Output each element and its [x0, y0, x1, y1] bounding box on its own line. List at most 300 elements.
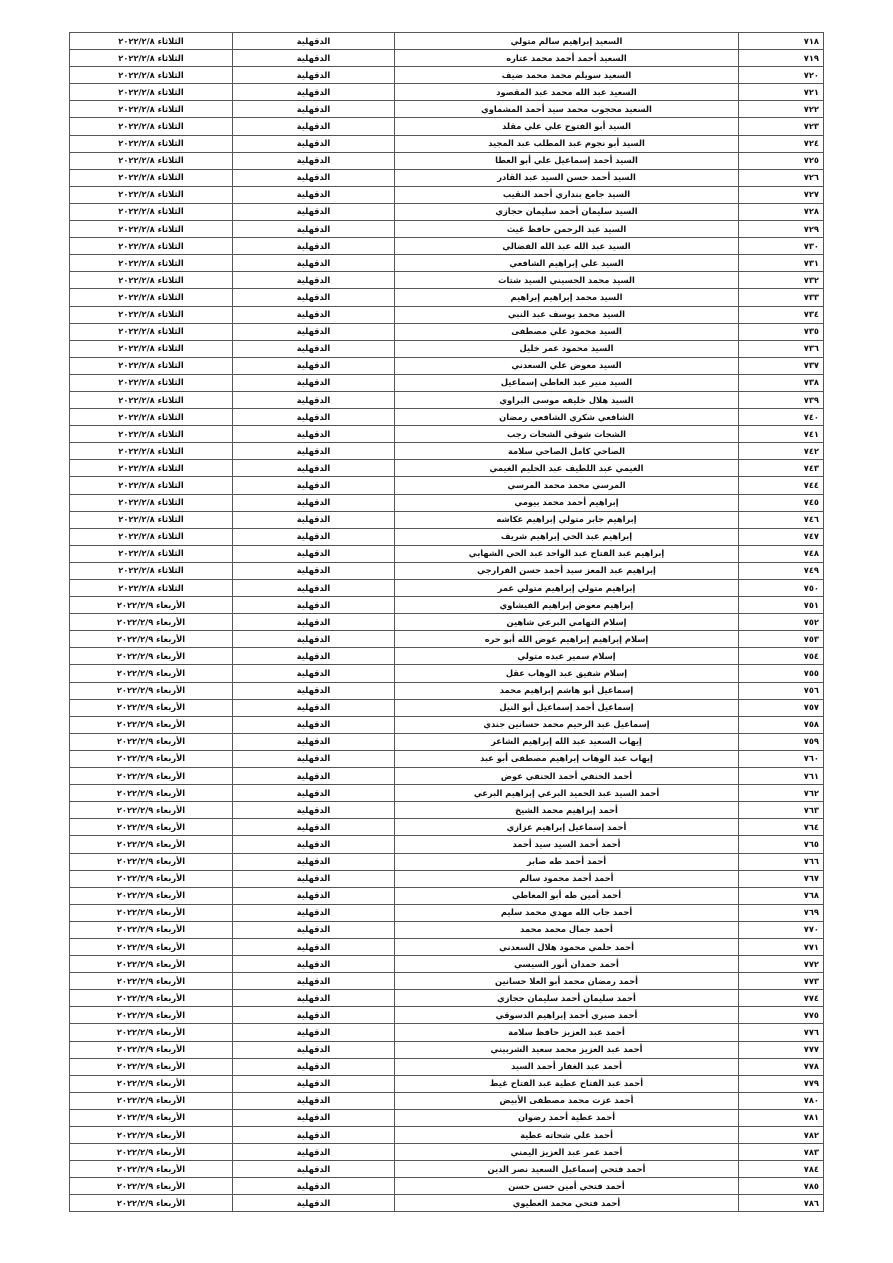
row-number: ٧٦٦ [739, 853, 824, 870]
governorate: الدقهلية [233, 990, 395, 1007]
table-row [70, 340, 824, 357]
appointment-date: الأربعاء ٢٠٢٢/٢/٩ [70, 648, 233, 665]
appointment-date: الثلاثاء ٢٠٢٢/٢/٨ [70, 340, 233, 357]
table-row [70, 819, 824, 836]
person-name: الشافعي شكري الشافعي رمضان [395, 409, 739, 426]
person-name: الصاحي كامل الصاحي سلامة [395, 443, 739, 460]
governorate: الدقهلية [233, 768, 395, 785]
row-number: ٧٣٠ [739, 238, 824, 255]
table-row [70, 528, 824, 545]
row-number: ٧٨١ [739, 1109, 824, 1126]
table-row [70, 973, 824, 990]
table-row [70, 67, 824, 84]
person-name: أحمد عمر عبد العزيز اليمني [395, 1144, 739, 1161]
governorate: الدقهلية [233, 374, 395, 391]
appointment-date: الأربعاء ٢٠٢٢/٢/٩ [70, 1058, 233, 1075]
row-number: ٧٤٩ [739, 562, 824, 579]
table-row [70, 631, 824, 648]
row-number: ٧٥٤ [739, 648, 824, 665]
row-number: ٧٢٣ [739, 118, 824, 135]
row-number: ٧٦٢ [739, 785, 824, 802]
person-name: أحمد أحمد طه صابر [395, 853, 739, 870]
table-row [70, 785, 824, 802]
governorate: الدقهلية [233, 750, 395, 767]
governorate: الدقهلية [233, 186, 395, 203]
governorate: الدقهلية [233, 597, 395, 614]
table-row [70, 84, 824, 101]
row-number: ٧٣١ [739, 255, 824, 272]
person-name: أحمد إسماعيل إبراهيم عزازي [395, 819, 739, 836]
row-number: ٧٧٠ [739, 921, 824, 938]
row-number: ٧٥٨ [739, 716, 824, 733]
governorate: الدقهلية [233, 340, 395, 357]
appointment-date: الأربعاء ٢٠٢٢/٢/٩ [70, 853, 233, 870]
governorate: الدقهلية [233, 580, 395, 597]
governorate: الدقهلية [233, 956, 395, 973]
person-name: الشحات شوقي الشحات رجب [395, 426, 739, 443]
person-name: أحمد عبد العزيز حافظ سلامة [395, 1024, 739, 1041]
row-number: ٧٣٢ [739, 272, 824, 289]
governorate: الدقهلية [233, 648, 395, 665]
appointment-date: الأربعاء ٢٠٢٢/٢/٩ [70, 768, 233, 785]
governorate: الدقهلية [233, 1178, 395, 1195]
row-number: ٧٢٠ [739, 67, 824, 84]
appointment-date: الثلاثاء ٢٠٢٢/٢/٨ [70, 203, 233, 220]
person-name: إسماعيل عبد الرحيم محمد حسانين جندي [395, 716, 739, 733]
appointment-date: الأربعاء ٢٠٢٢/٢/٩ [70, 733, 233, 750]
appointment-date: الأربعاء ٢٠٢٢/٢/٩ [70, 699, 233, 716]
appointment-date: الثلاثاء ٢٠٢٢/٢/٨ [70, 494, 233, 511]
appointment-date: الأربعاء ٢٠٢٢/٢/٩ [70, 1127, 233, 1144]
table-row [70, 802, 824, 819]
person-name: السعيد عبد الله محمد عبد المقصود [395, 84, 739, 101]
table-row [70, 1161, 824, 1178]
row-number: ٧٨٤ [739, 1161, 824, 1178]
person-name: السيد جامع بنداري أحمد النقيب [395, 186, 739, 203]
appointment-date: الثلاثاء ٢٠٢٢/٢/٨ [70, 289, 233, 306]
table-row [70, 1041, 824, 1058]
appointment-date: الأربعاء ٢٠٢٢/٢/٩ [70, 1178, 233, 1195]
table-row [70, 443, 824, 460]
person-name: السيد علي إبراهيم الشافعي [395, 255, 739, 272]
table-row [70, 1127, 824, 1144]
table-row [70, 426, 824, 443]
table-row [70, 1178, 824, 1195]
table-row [70, 460, 824, 477]
person-name: إبراهيم معوض إبراهيم الفيشاوي [395, 597, 739, 614]
row-number: ٧٧١ [739, 938, 824, 955]
table-row [70, 597, 824, 614]
table-row [70, 1007, 824, 1024]
governorate: الدقهلية [233, 938, 395, 955]
governorate: الدقهلية [233, 545, 395, 562]
table-row [70, 118, 824, 135]
appointment-date: الثلاثاء ٢٠٢٢/٢/٨ [70, 545, 233, 562]
appointment-date: الثلاثاء ٢٠٢٢/٢/٨ [70, 391, 233, 408]
appointment-date: الثلاثاء ٢٠٢٢/٢/٨ [70, 272, 233, 289]
appointment-date: الأربعاء ٢٠٢٢/٢/٩ [70, 1195, 233, 1212]
person-name: السيد أحمد حسن السيد عبد القادر [395, 169, 739, 186]
row-number: ٧٤٧ [739, 528, 824, 545]
row-number: ٧٦٥ [739, 836, 824, 853]
governorate: الدقهلية [233, 819, 395, 836]
person-name: أحمد عبد الغفار أحمد السيد [395, 1058, 739, 1075]
table-row [70, 699, 824, 716]
appointment-date: الثلاثاء ٢٠٢٢/٢/٨ [70, 50, 233, 67]
table-row [70, 733, 824, 750]
appointment-date: الثلاثاء ٢٠٢٢/٢/٨ [70, 152, 233, 169]
appointment-date: الثلاثاء ٢٠٢٢/٢/٨ [70, 306, 233, 323]
row-number: ٧٣٨ [739, 374, 824, 391]
row-number: ٧٧٤ [739, 990, 824, 1007]
appointment-date: الأربعاء ٢٠٢٢/٢/٩ [70, 956, 233, 973]
governorate: الدقهلية [233, 699, 395, 716]
governorate: الدقهلية [233, 306, 395, 323]
governorate: الدقهلية [233, 152, 395, 169]
row-number: ٧٢٢ [739, 101, 824, 118]
appointment-date: الأربعاء ٢٠٢٢/٢/٩ [70, 938, 233, 955]
row-number: ٧١٩ [739, 50, 824, 67]
person-name: إبراهيم عبد الفتاح عبد الواحد عبد الحي الشهابي [395, 545, 739, 562]
table-row [70, 152, 824, 169]
governorate: الدقهلية [233, 118, 395, 135]
table-row [70, 272, 824, 289]
person-name: السيد محمود علي مصطفى [395, 323, 739, 340]
governorate: الدقهلية [233, 1024, 395, 1041]
appointment-date: الأربعاء ٢٠٢٢/٢/٩ [70, 819, 233, 836]
appointment-date: الثلاثاء ٢٠٢٢/٢/٨ [70, 33, 233, 50]
governorate: الدقهلية [233, 391, 395, 408]
appointment-date: الأربعاء ٢٠٢٢/٢/٩ [70, 1109, 233, 1126]
person-name: أحمد فتحي محمد العطيوي [395, 1195, 739, 1212]
table-row [70, 511, 824, 528]
governorate: الدقهلية [233, 255, 395, 272]
row-number: ٧٦٩ [739, 904, 824, 921]
table-row [70, 203, 824, 220]
row-number: ٧٢٥ [739, 152, 824, 169]
person-name: أحمد فتحي إسماعيل السعيد نصر الدين [395, 1161, 739, 1178]
person-name: إسلام سمير عبده متولي [395, 648, 739, 665]
person-name: السيد معوض علي السعدني [395, 357, 739, 374]
governorate: الدقهلية [233, 289, 395, 306]
governorate: الدقهلية [233, 870, 395, 887]
governorate: الدقهلية [233, 614, 395, 631]
governorate: الدقهلية [233, 785, 395, 802]
appointment-date: الأربعاء ٢٠٢٢/٢/٩ [70, 614, 233, 631]
governorate: الدقهلية [233, 426, 395, 443]
table-row [70, 580, 824, 597]
person-name: أحمد حلمي محمود هلال السعدني [395, 938, 739, 955]
table-row [70, 648, 824, 665]
appointment-date: الثلاثاء ٢٠٢٢/٢/٨ [70, 238, 233, 255]
row-number: ٧٤١ [739, 426, 824, 443]
governorate: الدقهلية [233, 135, 395, 152]
table-row [70, 289, 824, 306]
appointment-date: الأربعاء ٢٠٢٢/٢/٩ [70, 921, 233, 938]
appointment-date: الثلاثاء ٢٠٢٢/٢/٨ [70, 443, 233, 460]
appointment-date: الأربعاء ٢٠٢٢/٢/٩ [70, 1075, 233, 1092]
governorate: الدقهلية [233, 682, 395, 699]
appointment-date: الثلاثاء ٢٠٢٢/٢/٨ [70, 323, 233, 340]
governorate: الدقهلية [233, 511, 395, 528]
governorate: الدقهلية [233, 1041, 395, 1058]
appointment-date: الأربعاء ٢٠٢٢/٢/٩ [70, 597, 233, 614]
row-number: ٧٦٨ [739, 887, 824, 904]
person-name: السيد أبو الفتوح علي علي مقلد [395, 118, 739, 135]
governorate: الدقهلية [233, 733, 395, 750]
person-name: إسلام إبراهيم إبراهيم عوض الله أبو حره [395, 631, 739, 648]
table-row [70, 306, 824, 323]
person-name: أحمد حمدان أنور السيسي [395, 956, 739, 973]
person-name: أحمد أحمد السيد سيد أحمد [395, 836, 739, 853]
person-name: السيد هلال خليفه موسى البراوي [395, 391, 739, 408]
row-number: ٧٥٥ [739, 665, 824, 682]
names-table [69, 32, 824, 1212]
appointment-date: الثلاثاء ٢٠٢٢/٢/٨ [70, 460, 233, 477]
governorate: الدقهلية [233, 67, 395, 84]
governorate: الدقهلية [233, 1144, 395, 1161]
row-number: ٧٣٦ [739, 340, 824, 357]
person-name: أحمد رمضان محمد أبو العلا حسانين [395, 973, 739, 990]
appointment-date: الأربعاء ٢٠٢٢/٢/٩ [70, 973, 233, 990]
row-number: ٧٣٧ [739, 357, 824, 374]
governorate: الدقهلية [233, 1092, 395, 1109]
row-number: ٧٨٣ [739, 1144, 824, 1161]
person-name: أحمد صبري أحمد إبراهيم الدسوقي [395, 1007, 739, 1024]
table-row [70, 1195, 824, 1212]
governorate: الدقهلية [233, 528, 395, 545]
person-name: السيد محمد يوسف عبد النبي [395, 306, 739, 323]
table-row [70, 614, 824, 631]
person-name: إبراهيم أحمد محمد بيومي [395, 494, 739, 511]
person-name: إبراهيم جابر متولي إبراهيم عكاشه [395, 511, 739, 528]
appointment-date: الثلاثاء ٢٠٢٢/٢/٨ [70, 101, 233, 118]
person-name: أحمد جمال محمد محمد [395, 921, 739, 938]
appointment-date: الثلاثاء ٢٠٢٢/٢/٨ [70, 511, 233, 528]
person-name: أحمد أحمد محمود سالم [395, 870, 739, 887]
table-row [70, 101, 824, 118]
table-row [70, 716, 824, 733]
table-row [70, 494, 824, 511]
row-number: ٧٢٨ [739, 203, 824, 220]
governorate: الدقهلية [233, 101, 395, 118]
governorate: الدقهلية [233, 631, 395, 648]
governorate: الدقهلية [233, 84, 395, 101]
appointment-date: الأربعاء ٢٠٢٢/٢/٩ [70, 1007, 233, 1024]
person-name: إسماعيل أحمد إسماعيل أبو النيل [395, 699, 739, 716]
table-row [70, 887, 824, 904]
appointment-date: الثلاثاء ٢٠٢٢/٢/٨ [70, 135, 233, 152]
governorate: الدقهلية [233, 460, 395, 477]
row-number: ٧٥٣ [739, 631, 824, 648]
person-name: إسلام شفيق عبد الوهاب عقل [395, 665, 739, 682]
table-row [70, 374, 824, 391]
appointment-date: الأربعاء ٢٠٢٢/٢/٩ [70, 1144, 233, 1161]
governorate: الدقهلية [233, 904, 395, 921]
person-name: السيد سليمان أحمد سليمان حجازي [395, 203, 739, 220]
governorate: الدقهلية [233, 477, 395, 494]
appointment-date: الأربعاء ٢٠٢٢/٢/٩ [70, 665, 233, 682]
row-number: ٧٧٢ [739, 956, 824, 973]
person-name: السيد أحمد إسماعيل علي أبو العطا [395, 152, 739, 169]
person-name: المرسي محمد محمد المرسي [395, 477, 739, 494]
row-number: ٧١٨ [739, 33, 824, 50]
person-name: أحمد إبراهيم محمد الشيخ [395, 802, 739, 819]
appointment-date: الثلاثاء ٢٠٢٢/٢/٨ [70, 580, 233, 597]
row-number: ٧٨٢ [739, 1127, 824, 1144]
appointment-date: الأربعاء ٢٠٢٢/٢/٩ [70, 1041, 233, 1058]
table-row [70, 238, 824, 255]
appointment-date: الثلاثاء ٢٠٢٢/٢/٨ [70, 84, 233, 101]
person-name: السعيد أحمد أحمد محمد عتاره [395, 50, 739, 67]
row-number: ٧٨٦ [739, 1195, 824, 1212]
governorate: الدقهلية [233, 836, 395, 853]
appointment-date: الأربعاء ٢٠٢٢/٢/٩ [70, 682, 233, 699]
row-number: ٧٢١ [739, 84, 824, 101]
person-name: أحمد عبد الفتاح عطية عبد الفتاح غيط [395, 1075, 739, 1092]
person-name: الغيمي عبد اللطيف عبد الحليم الغيمي [395, 460, 739, 477]
appointment-date: الأربعاء ٢٠٢٢/٢/٩ [70, 990, 233, 1007]
appointment-date: الأربعاء ٢٠٢٢/٢/٩ [70, 1092, 233, 1109]
governorate: الدقهلية [233, 323, 395, 340]
row-number: ٧٦٤ [739, 819, 824, 836]
row-number: ٧٧٩ [739, 1075, 824, 1092]
appointment-date: الأربعاء ٢٠٢٢/٢/٩ [70, 1024, 233, 1041]
person-name: أحمد سليمان أحمد سليمان حجازي [395, 990, 739, 1007]
appointment-date: الأربعاء ٢٠٢٢/٢/٩ [70, 716, 233, 733]
governorate: الدقهلية [233, 853, 395, 870]
row-number: ٧٥٢ [739, 614, 824, 631]
row-number: ٧٤٢ [739, 443, 824, 460]
row-number: ٧٧٧ [739, 1041, 824, 1058]
governorate: الدقهلية [233, 716, 395, 733]
table-row [70, 870, 824, 887]
person-name: السعيد إبراهيم سالم متولي [395, 33, 739, 50]
appointment-date: الثلاثاء ٢٠٢٢/٢/٨ [70, 409, 233, 426]
row-number: ٧٢٤ [739, 135, 824, 152]
row-number: ٧٤٦ [739, 511, 824, 528]
names-table-body [70, 33, 824, 1212]
appointment-date: الثلاثاء ٢٠٢٢/٢/٨ [70, 528, 233, 545]
table-row [70, 255, 824, 272]
row-number: ٧٣٤ [739, 306, 824, 323]
person-name: السيد محمد الحسيني السيد شتات [395, 272, 739, 289]
row-number: ٧٤٥ [739, 494, 824, 511]
table-row [70, 391, 824, 408]
table-row [70, 836, 824, 853]
governorate: الدقهلية [233, 169, 395, 186]
table-row [70, 1144, 824, 1161]
appointment-date: الأربعاء ٢٠٢٢/٢/٩ [70, 1161, 233, 1178]
row-number: ٧٦٠ [739, 750, 824, 767]
appointment-date: الثلاثاء ٢٠٢٢/٢/٨ [70, 255, 233, 272]
appointment-date: الأربعاء ٢٠٢٢/٢/٩ [70, 785, 233, 802]
appointment-date: الأربعاء ٢٠٢٢/٢/٩ [70, 802, 233, 819]
appointment-date: الثلاثاء ٢٠٢٢/٢/٨ [70, 426, 233, 443]
appointment-date: الأربعاء ٢٠٢٢/٢/٩ [70, 870, 233, 887]
governorate: الدقهلية [233, 1161, 395, 1178]
governorate: الدقهلية [233, 921, 395, 938]
table-row [70, 221, 824, 238]
governorate: الدقهلية [233, 1109, 395, 1126]
person-name: أحمد عزت محمد مصطفى الأبيض [395, 1092, 739, 1109]
person-name: أحمد علي شحاته عطية [395, 1127, 739, 1144]
table-row [70, 938, 824, 955]
row-number: ٧٥٦ [739, 682, 824, 699]
row-number: ٧٣٣ [739, 289, 824, 306]
person-name: أحمد عطية أحمد رضوان [395, 1109, 739, 1126]
appointment-date: الثلاثاء ٢٠٢٢/٢/٨ [70, 374, 233, 391]
appointment-date: الأربعاء ٢٠٢٢/٢/٩ [70, 904, 233, 921]
table-row [70, 186, 824, 203]
row-number: ٧٢٦ [739, 169, 824, 186]
row-number: ٧٨٠ [739, 1092, 824, 1109]
governorate: الدقهلية [233, 1127, 395, 1144]
governorate: الدقهلية [233, 50, 395, 67]
table-row [70, 169, 824, 186]
appointment-date: الثلاثاء ٢٠٢٢/٢/٨ [70, 67, 233, 84]
row-number: ٧٦٣ [739, 802, 824, 819]
table-row [70, 665, 824, 682]
table-row [70, 682, 824, 699]
row-number: ٧٤٤ [739, 477, 824, 494]
person-name: إيهاب عبد الوهاب إبراهيم مصطفى أبو عبد [395, 750, 739, 767]
row-number: ٧٨٥ [739, 1178, 824, 1195]
person-name: إبراهيم عبد المعز سيد أحمد حسن الفرارجي [395, 562, 739, 579]
person-name: إبراهيم عبد الحي إبراهيم شريف [395, 528, 739, 545]
governorate: الدقهلية [233, 562, 395, 579]
person-name: السيد منير عبد العاطي إسماعيل [395, 374, 739, 391]
table-row [70, 990, 824, 1007]
person-name: السيد عبد الله عبد الله الفضالي [395, 238, 739, 255]
appointment-date: الثلاثاء ٢٠٢٢/٢/٨ [70, 186, 233, 203]
table-row [70, 357, 824, 374]
appointment-date: الأربعاء ٢٠٢٢/٢/٩ [70, 836, 233, 853]
row-number: ٧٦٧ [739, 870, 824, 887]
person-name: السيد محمد إبراهيم إبراهيم [395, 289, 739, 306]
person-name: إسماعيل أبو هاشم إبراهيم محمد [395, 682, 739, 699]
table-row [70, 545, 824, 562]
table-row [70, 750, 824, 767]
table-row [70, 1092, 824, 1109]
row-number: ٧٧٨ [739, 1058, 824, 1075]
table-row [70, 1075, 824, 1092]
row-number: ٧٢٧ [739, 186, 824, 203]
table-row [70, 323, 824, 340]
person-name: إبراهيم متولي إبراهيم متولي عمر [395, 580, 739, 597]
person-name: أحمد السيد عبد الحميد البرعي إبراهيم البرعي [395, 785, 739, 802]
appointment-date: الثلاثاء ٢٠٢٢/٢/٨ [70, 221, 233, 238]
appointment-date: الثلاثاء ٢٠٢٢/٢/٨ [70, 118, 233, 135]
governorate: الدقهلية [233, 1007, 395, 1024]
governorate: الدقهلية [233, 973, 395, 990]
table-row [70, 1058, 824, 1075]
governorate: الدقهلية [233, 203, 395, 220]
row-number: ٧٥٧ [739, 699, 824, 716]
appointment-date: الأربعاء ٢٠٢٢/٢/٩ [70, 631, 233, 648]
appointment-date: الأربعاء ٢٠٢٢/٢/٩ [70, 750, 233, 767]
table-row [70, 768, 824, 785]
table-row [70, 562, 824, 579]
person-name: السيد محمود عمر خليل [395, 340, 739, 357]
person-name: السعيد محجوب محمد سيد أحمد المشماوي [395, 101, 739, 118]
person-name: السيد عبد الرحمن حافظ غيث [395, 221, 739, 238]
table-row [70, 409, 824, 426]
row-number: ٧٤٣ [739, 460, 824, 477]
person-name: السعيد سويلم محمد محمد ضيف [395, 67, 739, 84]
row-number: ٧٤٨ [739, 545, 824, 562]
person-name: السيد أبو نجوم عبد المطلب عبد المجيد [395, 135, 739, 152]
